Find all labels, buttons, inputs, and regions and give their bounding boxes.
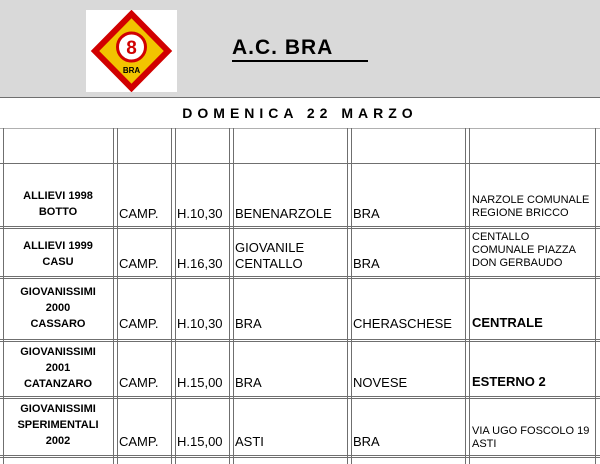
club-crest-icon	[86, 10, 177, 92]
home-team-cell: BRA	[235, 316, 262, 331]
team-line: GIOVANISSIMI	[20, 346, 96, 358]
time-cell: H.10,30	[177, 316, 223, 331]
column-divider	[233, 128, 234, 464]
competition-cell: CAMP.	[119, 256, 159, 271]
home-team-cell: BRA	[235, 375, 262, 390]
column-divider	[171, 128, 172, 464]
team-line: CASSARO	[30, 318, 86, 330]
team-cell	[4, 284, 112, 332]
home-team-line: GIOVANILE	[235, 240, 305, 255]
team-line: BOTTO	[38, 206, 78, 218]
row-divider	[0, 226, 600, 229]
home-team-cell	[235, 240, 304, 272]
away-team-cell: NOVESE	[353, 375, 408, 390]
time-cell: H.15,00	[177, 375, 223, 390]
team-cell	[4, 238, 112, 270]
time-cell: H.10,30	[177, 206, 223, 221]
club-logo	[86, 10, 177, 92]
competition-cell: CAMP.	[119, 375, 159, 390]
venue-line: DON GERBAUDO	[472, 257, 563, 269]
team-cell	[4, 401, 112, 449]
venue-line: NARZOLE COMUNALE	[472, 194, 590, 206]
team-line: ALLIEVI 1998	[23, 190, 93, 202]
competition-cell: CAMP.	[119, 316, 159, 331]
team-line: 2002	[45, 435, 71, 447]
venue-line: CENTALLO	[472, 231, 530, 243]
venue-cell: ESTERNO 2	[472, 374, 546, 389]
column-divider	[175, 128, 176, 464]
column-divider	[595, 128, 596, 464]
away-team-cell: CHERASCHESE	[353, 316, 452, 331]
time-cell: H.15,00	[177, 434, 223, 449]
venue-line: VIA UGO FOSCOLO 19	[472, 425, 590, 437]
venue-cell: CENTRALE	[472, 315, 543, 330]
column-divider	[347, 128, 348, 464]
svg-text:8: 8	[126, 38, 137, 59]
venue-cell	[472, 194, 589, 220]
team-line: 2001	[45, 362, 71, 374]
column-divider	[229, 128, 230, 464]
home-team-line: CENTALLO	[235, 256, 303, 271]
row-divider	[0, 339, 600, 342]
competition-cell: CAMP.	[119, 434, 159, 449]
date-divider	[0, 128, 600, 129]
club-title: A.C. BRA	[232, 36, 368, 62]
home-team-cell: ASTI	[235, 434, 264, 449]
team-cell	[4, 344, 112, 392]
team-line: ALLIEVI 1999	[23, 240, 93, 252]
team-line: GIOVANISSIMI	[20, 403, 96, 415]
venue-line: ASTI	[472, 438, 497, 450]
time-cell: H.16,30	[177, 256, 223, 271]
venue-cell	[472, 425, 589, 451]
team-line: CATANZARO	[23, 378, 93, 390]
team-line: 2000	[45, 302, 71, 314]
away-team-cell: BRA	[353, 206, 380, 221]
venue-cell	[472, 231, 576, 270]
date-title: DOMENICA 22 MARZO	[182, 105, 418, 121]
column-divider	[351, 128, 352, 464]
column-divider	[113, 128, 114, 464]
venue-line: COMUNALE PIAZZA	[472, 244, 576, 256]
row-divider	[0, 455, 600, 458]
venue-line: REGIONE BRICCO	[472, 207, 569, 219]
home-team-cell: BENENARZOLE	[235, 206, 332, 221]
header-divider	[0, 97, 600, 98]
away-team-cell: BRA	[353, 256, 380, 271]
column-divider	[117, 128, 118, 464]
row-divider	[0, 276, 600, 279]
svg-text:BRA: BRA	[122, 66, 141, 75]
away-team-cell: BRA	[353, 434, 380, 449]
team-line: CASU	[42, 256, 74, 268]
team-line: GIOVANISSIMI	[20, 286, 96, 298]
team-cell	[4, 188, 112, 220]
column-divider	[469, 128, 470, 464]
column-divider	[465, 128, 466, 464]
team-line: SPERIMENTALI	[17, 419, 99, 431]
competition-cell: CAMP.	[119, 206, 159, 221]
row-divider	[0, 396, 600, 399]
spacer-divider	[0, 163, 600, 164]
